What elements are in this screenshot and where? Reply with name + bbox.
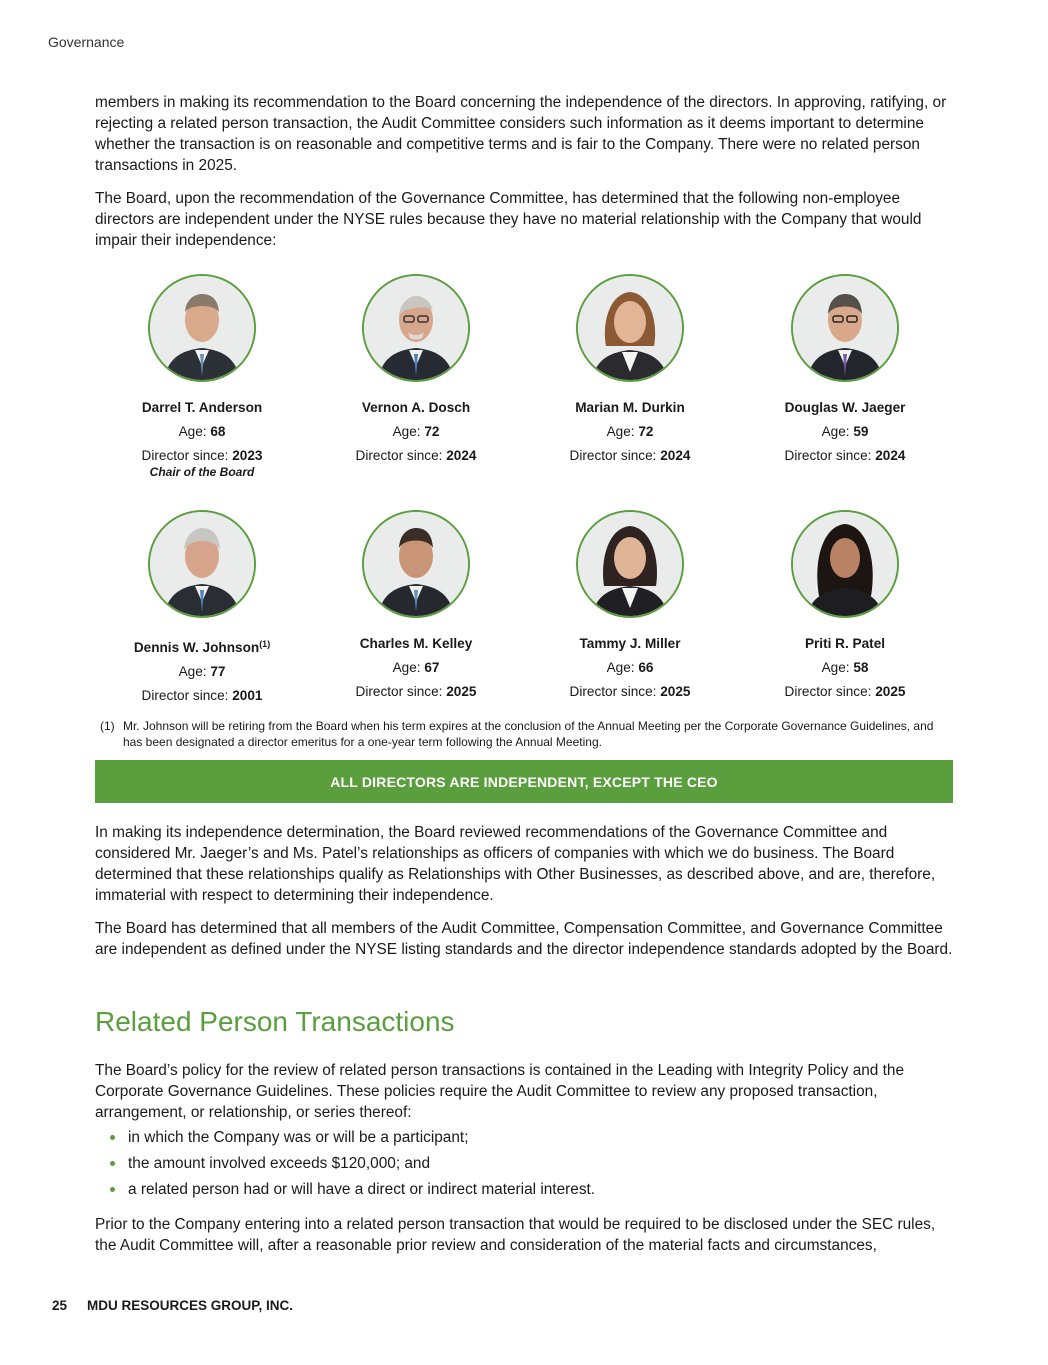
intro-paragraph-2: The Board, upon the recommendation of the Governance Committee, has determined that the following non-employee directors are independent under the NYSE rules because they have no material relationship with the Company that would impair their independence: xyxy=(95,190,922,249)
director-age: Age: 68 xyxy=(178,424,226,439)
director-card xyxy=(309,510,523,701)
after-paragraph-1: In making its independence determination, the Board reviewed recommendations of the Governance Committee and considered Mr. Jaeger’s and Ms. Patel’s relationships as officers of companies with which we do business. The Board determined that these relationships qualify as Relationships with Other Businesses, as described above, and are, therefore, immaterial with respect to determining their independence. xyxy=(95,824,936,904)
director-age: Age: 72 xyxy=(392,424,440,439)
director-since: Director since: 2025 xyxy=(569,684,691,699)
director-age: Age: 67 xyxy=(392,660,440,675)
director-name: Marian M. Durkin xyxy=(575,400,685,415)
after-paragraph-2: The Board has determined that all members of the Audit Committee, Compensation Committee, and Governance Committee are independent as defined under the NYSE listing standards and the director independence standards adopted by the Board. xyxy=(95,920,953,958)
director-name: Darrel T. Anderson xyxy=(141,400,263,415)
bullet-icon xyxy=(110,1135,115,1140)
director-photo xyxy=(362,274,470,382)
director-card xyxy=(309,274,523,465)
director-since: Director since: 2024 xyxy=(784,448,906,463)
director-card xyxy=(95,510,309,705)
director-since: Director since: 2025 xyxy=(784,684,906,699)
director-card xyxy=(523,274,737,465)
director-photo xyxy=(791,510,899,618)
director-photo xyxy=(576,274,684,382)
section-label: Governance xyxy=(48,34,125,50)
director-since: Director since: 2001 xyxy=(141,688,263,703)
director-age: Age: 59 xyxy=(821,424,869,439)
list-item: in which the Company was or will be a participant; xyxy=(110,1128,595,1154)
director-age: Age: 72 xyxy=(606,424,654,439)
director-since: Director since: 2024 xyxy=(355,448,477,463)
company-name: MDU RESOURCES GROUP, INC. xyxy=(87,1298,294,1313)
list-item: the amount involved exceeds $120,000; and xyxy=(110,1154,595,1180)
page-footer xyxy=(52,1298,293,1313)
director-card xyxy=(95,274,309,479)
footnote-text: Mr. Johnson will be retiring from the Board when his term expires at the conclusion of the Annual Meeting per the Corporate Governance Guidelines, and has been designated a director emeritus for a one-year term following the Annual Meeting. xyxy=(123,719,934,749)
bullet-icon xyxy=(110,1161,115,1166)
bullet-icon xyxy=(110,1187,115,1192)
director-since: Director since: 2024 xyxy=(569,448,691,463)
director-card xyxy=(738,510,952,701)
page-number: 25 xyxy=(52,1298,68,1313)
director-name: Tammy J. Miller xyxy=(579,636,681,651)
director-photo xyxy=(576,510,684,618)
section-heading: Related Person Transactions xyxy=(95,1006,455,1037)
director-name: Douglas W. Jaeger xyxy=(784,400,906,415)
list-item: a related person had or will have a direct or indirect material interest. xyxy=(110,1180,595,1206)
director-photo xyxy=(362,510,470,618)
director-age: Age: 77 xyxy=(178,664,226,679)
director-card xyxy=(523,510,737,701)
director-name: Dennis W. Johnson$^{(1)}$ xyxy=(133,639,271,655)
footnote-number: (1) xyxy=(100,719,115,733)
director-photo xyxy=(791,274,899,382)
director-name: Vernon A. Dosch xyxy=(361,400,471,415)
independence-banner: ALL DIRECTORS ARE INDEPENDENT, EXCEPT THE CEO xyxy=(95,760,953,803)
director-since: Director since: 2023 xyxy=(141,448,263,463)
footnote-ref: (1) xyxy=(259,639,271,649)
related-paragraph-1: The Board’s policy for the review of related person transactions is contained in the Leading with Integrity Policy and the Corporate Governance Guidelines. These policies require the Audit Committee to review any proposed transaction, arrangement, or relationship, or series thereof: xyxy=(95,1062,905,1121)
director-photo xyxy=(148,274,256,382)
director-name: Charles M. Kelley xyxy=(359,636,473,651)
criteria-list xyxy=(110,1128,595,1206)
director-role: Chair of the Board xyxy=(149,465,255,479)
intro-paragraph-1: members in making its recommendation to the Board concerning the independence of the directors. In approving, ratifying, or rejecting a related person transaction, the Audit Committee considers such information as it deems important to determine whether the transaction is on reasonable and competitive terms and is fair to the Company. There were no related person transactions in 2025. xyxy=(95,94,947,174)
footnote xyxy=(100,718,950,750)
director-card xyxy=(738,274,952,465)
director-name: Priti R. Patel xyxy=(804,636,886,651)
director-age: Age: 66 xyxy=(606,660,654,675)
related-paragraph-2: Prior to the Company entering into a related person transaction that would be required to be disclosed under the SEC rules, the Audit Committee will, after a reasonable prior review and consideration of the material facts and circumstances, xyxy=(95,1216,936,1254)
director-since: Director since: 2025 xyxy=(355,684,477,699)
director-photo xyxy=(148,510,256,618)
director-age: Age: 58 xyxy=(821,660,869,675)
